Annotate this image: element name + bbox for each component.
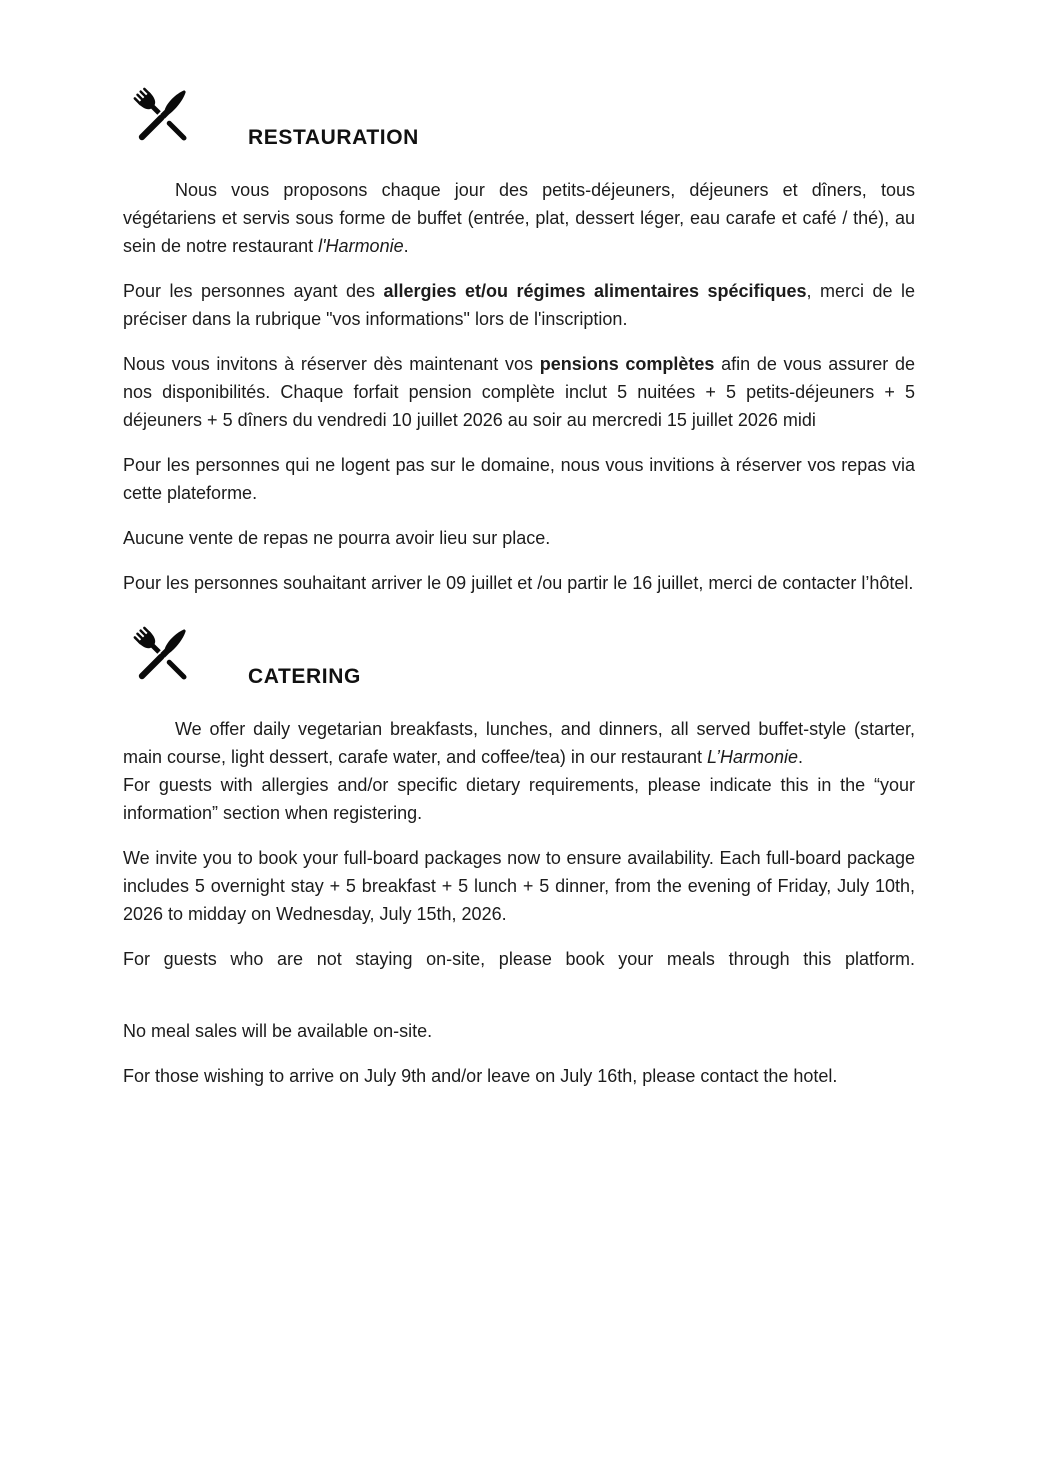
section-title-restauration: RESTAURATION <box>248 126 419 149</box>
section-body-catering <box>123 715 915 1107</box>
paragraph: We offer daily vegetarian breakfasts, lunches, and dinners, all served buffet-style (starter, main course, light dessert, carafe water, and coffee/tea) in our restaurant L’Harmonie. <box>123 719 915 767</box>
paragraph: Aucune vente de repas ne pourra avoir lieu sur place. <box>123 528 551 548</box>
section-title-catering: CATERING <box>248 665 361 688</box>
section-body-restauration <box>123 176 915 614</box>
paragraph: Pour les personnes qui ne logent pas sur le domaine, nous vous invitions à réserver vos repas via cette plateforme. <box>123 455 915 503</box>
paragraph: For those wishing to arrive on July 9th and/or leave on July 16th, please contact the hotel. <box>123 1066 838 1086</box>
paragraph: For guests who are not staying on-site, please book your meals through this platform. <box>123 949 915 969</box>
section-header <box>123 82 915 152</box>
paragraph: Nous vous invitons à réserver dès maintenant vos pensions complètes afin de vous assurer de nos disponibilités. Chaque forfait pension complète inclut 5 nuitées + 5 petits-déjeuners + 5 déjeuners + 5 dîners du vendredi 10 juillet 2026 au soir au mercredi 15 juillet 2026 midi <box>123 354 915 430</box>
section-restauration <box>123 82 915 614</box>
paragraph: Nous vous proposons chaque jour des petits-déjeuners, déjeuners et dîners, tous végétariens et servis sous forme de buffet (entrée, plat, dessert léger, eau carafe et café / thé), au sein de notre restaurant l'Harmonie. <box>123 180 915 256</box>
section-catering <box>123 621 915 1107</box>
paragraph: For guests with allergies and/or specific dietary requirements, please indicate this in the “your information” section when registering. <box>123 775 915 823</box>
paragraph: Pour les personnes ayant des allergies et/ou régimes alimentaires spécifiques, merci de le préciser dans la rubrique "vos informations" lors de l'inscription. <box>123 281 915 329</box>
fork-knife-icon <box>128 621 198 691</box>
paragraph: No meal sales will be available on-site. <box>123 1021 433 1041</box>
paragraph: Pour les personnes souhaitant arriver le 09 juillet et /ou partir le 16 juillet, merci de contacter l’hôtel. <box>123 573 914 593</box>
paragraph: We invite you to book your full-board packages now to ensure availability. Each full-board package includes 5 overnight stay + 5 breakfast + 5 lunch + 5 dinner, from the evening of Friday, July 10th, 2026 to midday on Wednesday, July 15th, 2026. <box>123 848 915 924</box>
section-header <box>123 621 915 691</box>
fork-knife-icon <box>128 82 198 152</box>
